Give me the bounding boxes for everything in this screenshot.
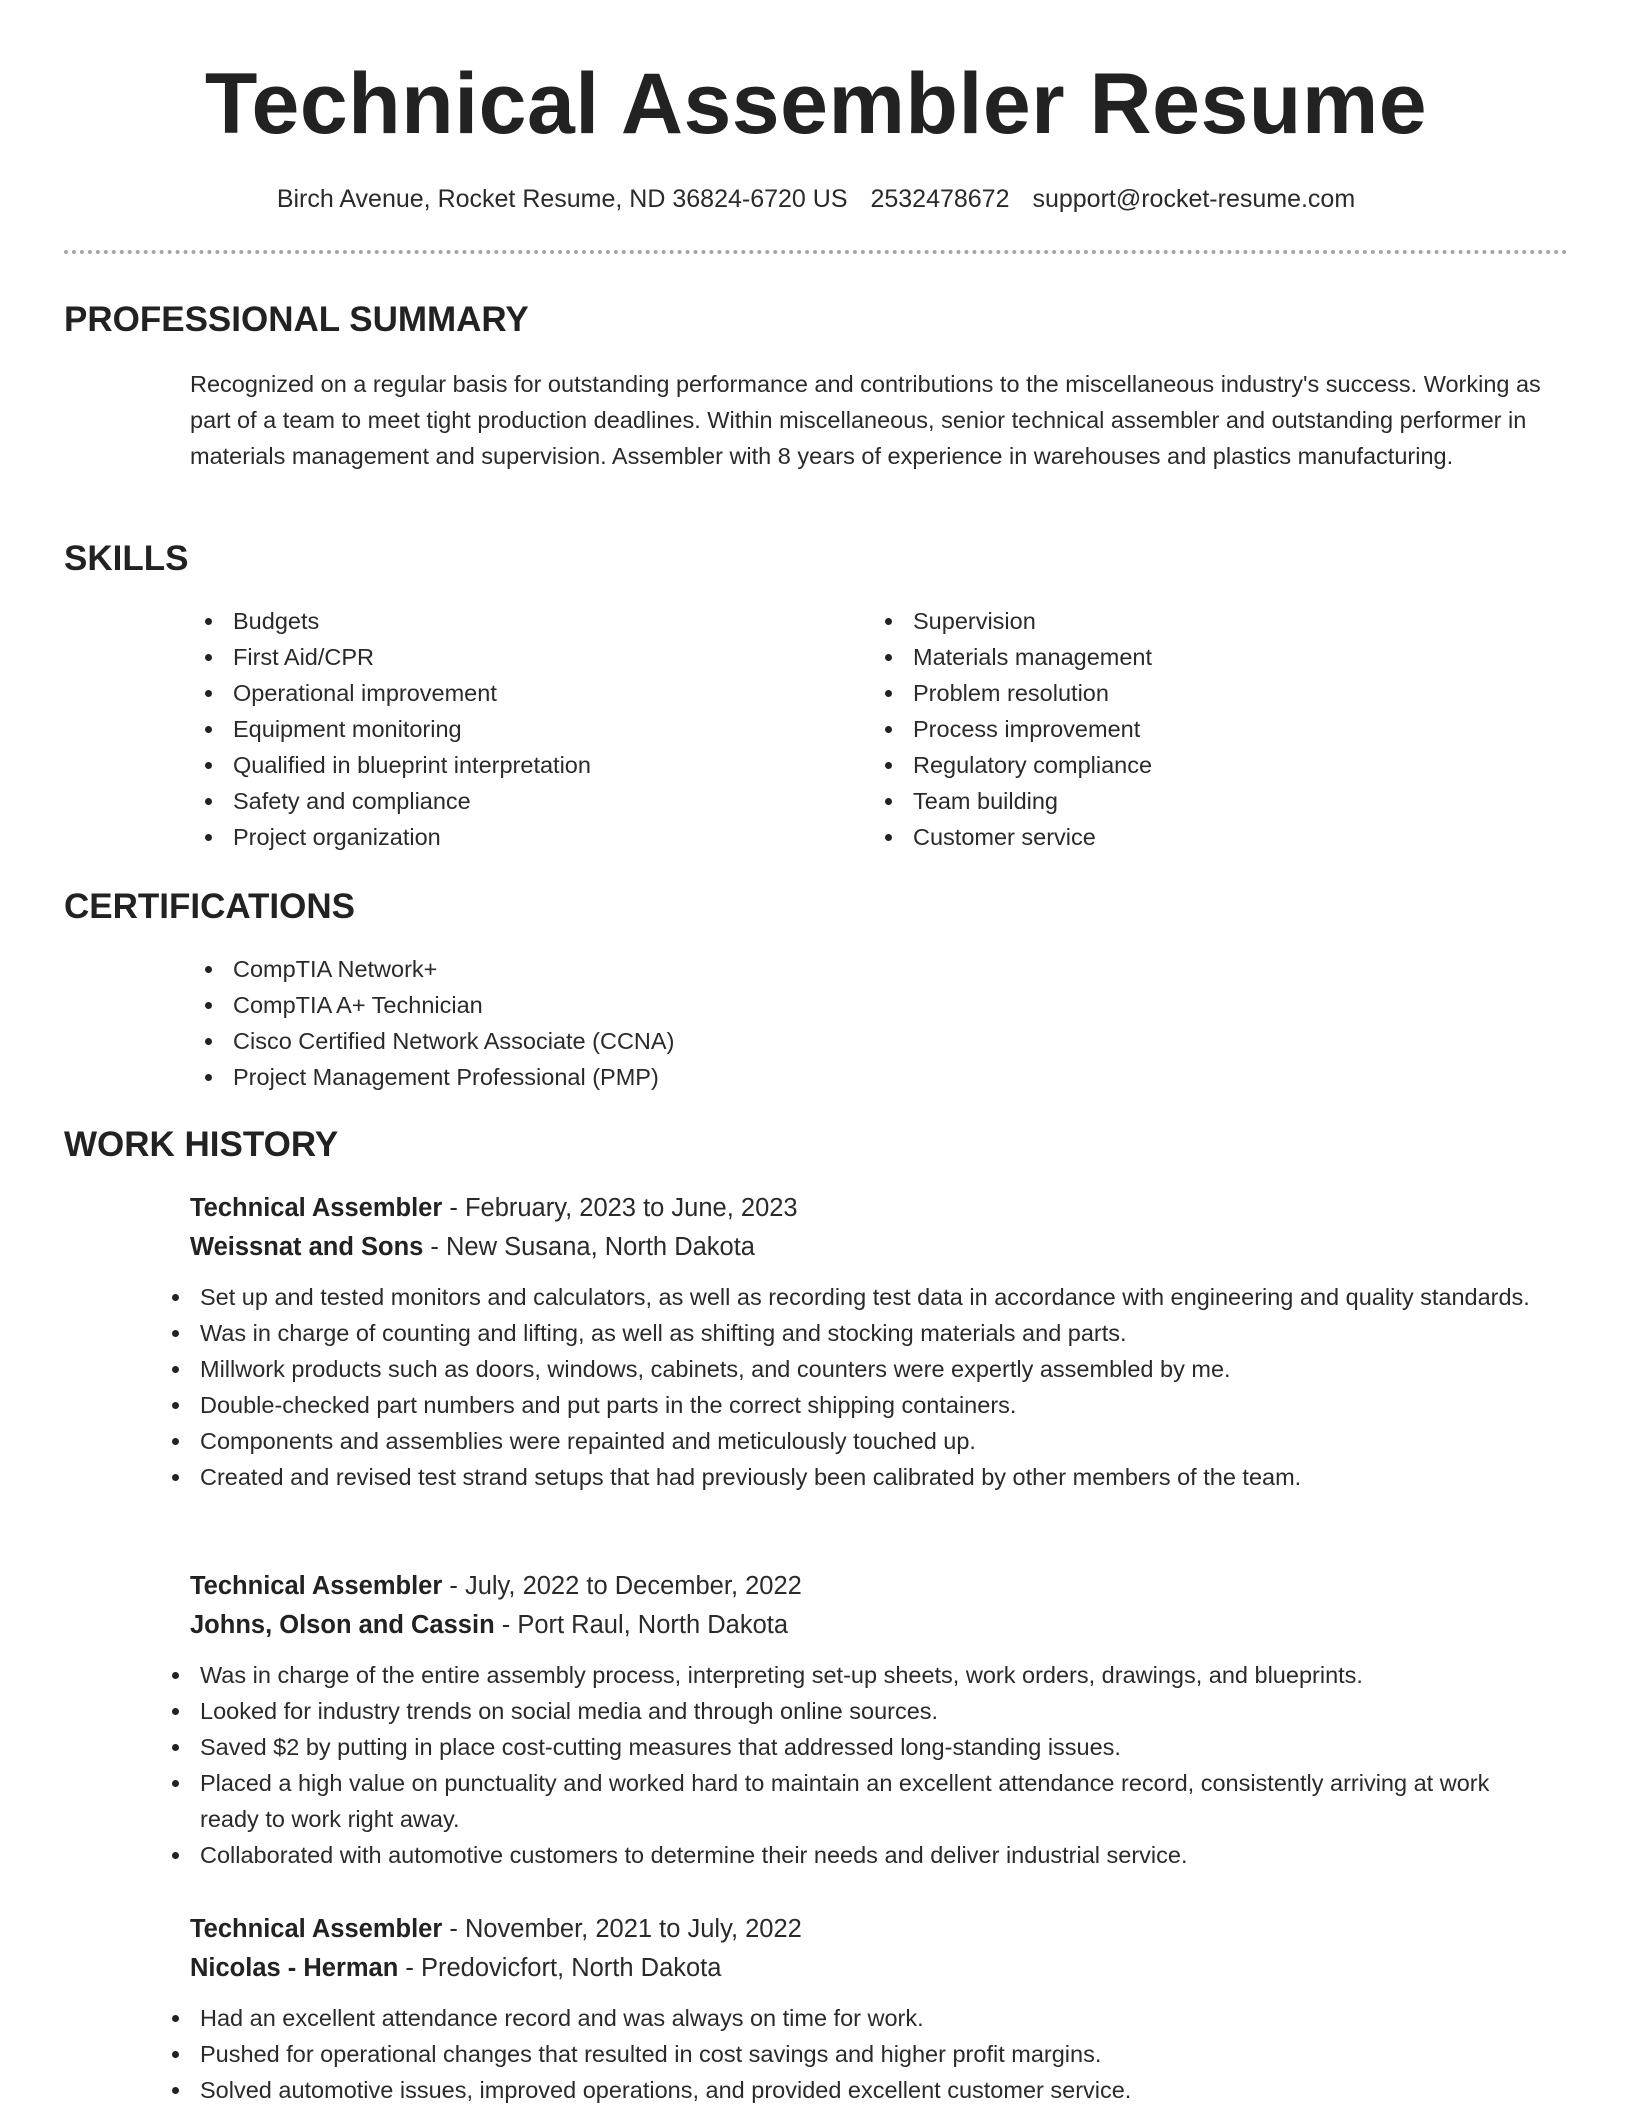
job-location: - Predovicfort, North Dakota <box>398 1954 722 1982</box>
skill-item: Materials management <box>870 639 1530 675</box>
job-bullet: Placed a high value on punctuality and worked hard to maintain an excellent attendance record, consistently arriving at work ready to work right away. <box>157 1765 1537 1837</box>
job-entry <box>190 1567 1570 1873</box>
job-company-line <box>190 1228 1570 1267</box>
job-bullet: Solved automotive issues, improved operations, and provided excellent customer service. <box>157 2072 1537 2108</box>
job-role: Technical Assembler <box>190 1915 443 1943</box>
job-bullet: Was in charge of the entire assembly process, interpreting set-up sheets, work orders, drawings, and blueprints. <box>157 1657 1537 1693</box>
job-entry <box>190 1189 1570 1495</box>
skill-item: Budgets <box>190 603 830 639</box>
job-bullets <box>190 1657 1570 1873</box>
certifications-heading: CERTIFICATIONS <box>64 887 356 926</box>
skills-heading: SKILLS <box>64 539 189 578</box>
job-bullets <box>190 1279 1570 1495</box>
job-bullet: Had an excellent attendance record and was always on time for work. <box>157 2000 1537 2036</box>
skill-item: Operational improvement <box>190 675 830 711</box>
skill-item: Problem resolution <box>870 675 1530 711</box>
job-bullet: Was in charge of counting and lifting, as well as shifting and stocking materials and parts. <box>157 1315 1537 1351</box>
certification-item: CompTIA A+ Technician <box>190 987 1190 1023</box>
job-dates: - July, 2022 to December, 2022 <box>442 1572 802 1600</box>
job-role: Technical Assembler <box>190 1194 443 1222</box>
resume-title: Technical Assembler Resume <box>204 56 1428 152</box>
skill-item: Equipment monitoring <box>190 711 830 747</box>
skill-item: Project organization <box>190 819 830 855</box>
skills-list-right <box>870 603 1530 855</box>
work-history-heading: WORK HISTORY <box>64 1125 339 1164</box>
job-dates: - February, 2023 to June, 2023 <box>442 1194 798 1222</box>
summary-text: Recognized on a regular basis for outstanding performance and contributions to the miscellaneous industry's success. Working as part of a team to meet tight production deadlines. Within miscellaneous, senior technical assembler and outstanding performer in materials management and supervision. Assembler with 8 years of experience in warehouses and plastics manufacturing. <box>190 371 1541 469</box>
skill-item: Supervision <box>870 603 1530 639</box>
job-title-line <box>190 1189 1570 1228</box>
job-title-line <box>190 1910 1570 1949</box>
job-bullet: Components and assemblies were repainted and meticulously touched up. <box>157 1423 1537 1459</box>
job-bullet: Saved $2 by putting in place cost-cutting measures that addressed long-standing issues. <box>157 1729 1537 1765</box>
contact-line <box>0 182 1632 216</box>
certification-item: Project Management Professional (PMP) <box>190 1059 1190 1095</box>
job-bullets <box>190 2000 1570 2108</box>
phone: 2532478672 <box>870 185 1010 213</box>
skill-item: Customer service <box>870 819 1530 855</box>
job-company-line <box>190 1606 1570 1645</box>
summary-heading: PROFESSIONAL SUMMARY <box>64 300 529 339</box>
header-divider <box>64 250 1568 254</box>
certification-item: Cisco Certified Network Associate (CCNA) <box>190 1023 1190 1059</box>
job-company: Weissnat and Sons <box>190 1233 424 1261</box>
job-company: Johns, Olson and Cassin <box>190 1611 495 1639</box>
job-bullet: Created and revised test strand setups that had previously been calibrated by other members of the team. <box>157 1459 1537 1495</box>
skill-item: First Aid/CPR <box>190 639 830 675</box>
job-bullet: Collaborated with automotive customers to determine their needs and deliver industrial service. <box>157 1837 1537 1873</box>
email: support@rocket-resume.com <box>1032 185 1356 213</box>
skills-list-left <box>190 603 830 855</box>
job-company: Nicolas - Herman <box>190 1954 399 1982</box>
skill-item: Regulatory compliance <box>870 747 1530 783</box>
job-location: - Port Raul, North Dakota <box>494 1611 789 1639</box>
skill-item: Team building <box>870 783 1530 819</box>
job-dates: - November, 2021 to July, 2022 <box>442 1915 802 1943</box>
skill-item: Safety and compliance <box>190 783 830 819</box>
certifications-list <box>190 951 1190 1095</box>
job-entry <box>190 1910 1570 2108</box>
job-bullet: Millwork products such as doors, windows, cabinets, and counters were expertly assembled by me. <box>157 1351 1537 1387</box>
job-company-line <box>190 1949 1570 1988</box>
job-bullet: Looked for industry trends on social media and through online sources. <box>157 1693 1537 1729</box>
job-bullet: Set up and tested monitors and calculators, as well as recording test data in accordance with engineering and quality standards. <box>157 1279 1537 1315</box>
job-bullet: Pushed for operational changes that resulted in cost savings and higher profit margins. <box>157 2036 1537 2072</box>
skill-item: Process improvement <box>870 711 1530 747</box>
address: Birch Avenue, Rocket Resume, ND 36824-6720 US <box>276 185 848 213</box>
skill-item: Qualified in blueprint interpretation <box>190 747 830 783</box>
job-bullet: Double-checked part numbers and put parts in the correct shipping containers. <box>157 1387 1537 1423</box>
job-location: - New Susana, North Dakota <box>423 1233 755 1261</box>
job-title-line <box>190 1567 1570 1606</box>
job-role: Technical Assembler <box>190 1572 443 1600</box>
certification-item: CompTIA Network+ <box>190 951 1190 987</box>
